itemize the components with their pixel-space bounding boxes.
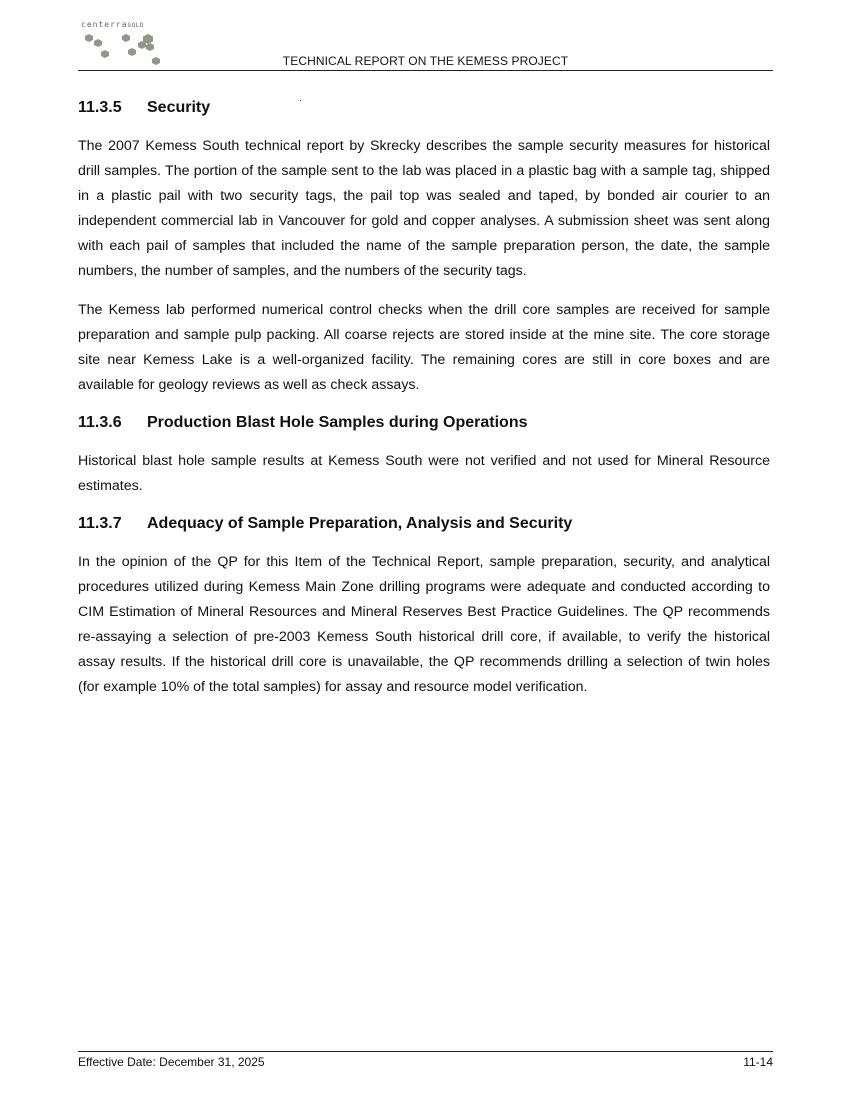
section-heading-security — [78, 96, 770, 120]
paragraph: The 2007 Kemess South technical report by Skrecky describes the sample security measures for historical drill samples. The portion of the sample sent to the lab was placed in a plastic bag with a sample tag, shipped in a plastic pail with two security tags, the pail top was sealed and taped, by bonded air courier to an independent commercial lab in Vancouver for gold and copper analyses. A submission sheet was sent along with each pail of samples that included the name of the sample preparation person, the date, the sample numbers, the number of samples, and the numbers of the security tags. — [78, 138, 770, 279]
paragraph: In the opinion of the QP for this Item of the Technical Report, sample preparation, security, and analytical procedures utilized during Kemess Main Zone drilling programs were adequate and conducted according to CIM Estimation of Mineral Resources and Mineral Reserves Best Practice Guidelines. The QP recommends re-assaying a selection of pre-2003 Kemess South historical drill core, if available, to verify the historical assay results. If the historical drill core is unavailable, the QP recommends drilling a selection of twin holes (for example 10% of the total samples) for assay and resource model verification. — [78, 554, 770, 695]
paragraph: The Kemess lab performed numerical control checks when the drill core samples are received for sample preparation and sample pulp packing. All coarse rejects are stored inside at the mine site. The core storage site near Kemess Lake is a well-organized facility. The remaining cores are still in core boxes and are available for geology reviews as well as check assays. — [78, 302, 770, 393]
document-body — [78, 96, 770, 700]
section-title: Adequacy of Sample Preparation, Analysis and Security — [147, 515, 573, 532]
section-heading-adequacy — [78, 512, 770, 536]
report-title: TECHNICAL REPORT ON THE KEMESS PROJECT — [282, 54, 569, 68]
page-header — [78, 18, 773, 71]
section-heading-blast-hole — [78, 411, 770, 435]
page-footer — [78, 1051, 773, 1069]
page-number: 11-14 — [743, 1055, 773, 1069]
section-number: 11.3.7 — [78, 515, 122, 532]
section-number: 11.3.6 — [78, 414, 122, 431]
section-number: 11.3.5 — [78, 99, 122, 116]
effective-date: Effective Date: December 31, 2025 — [78, 1055, 265, 1069]
logo-wordmark: centerraGOLD — [81, 20, 144, 29]
paragraph: Historical blast hole sample results at Kemess South were not verified and not used for Mineral Resource estimates. — [78, 453, 770, 494]
section-title: Production Blast Hole Samples during Operations — [147, 414, 528, 431]
section-title: Security — [147, 99, 211, 116]
